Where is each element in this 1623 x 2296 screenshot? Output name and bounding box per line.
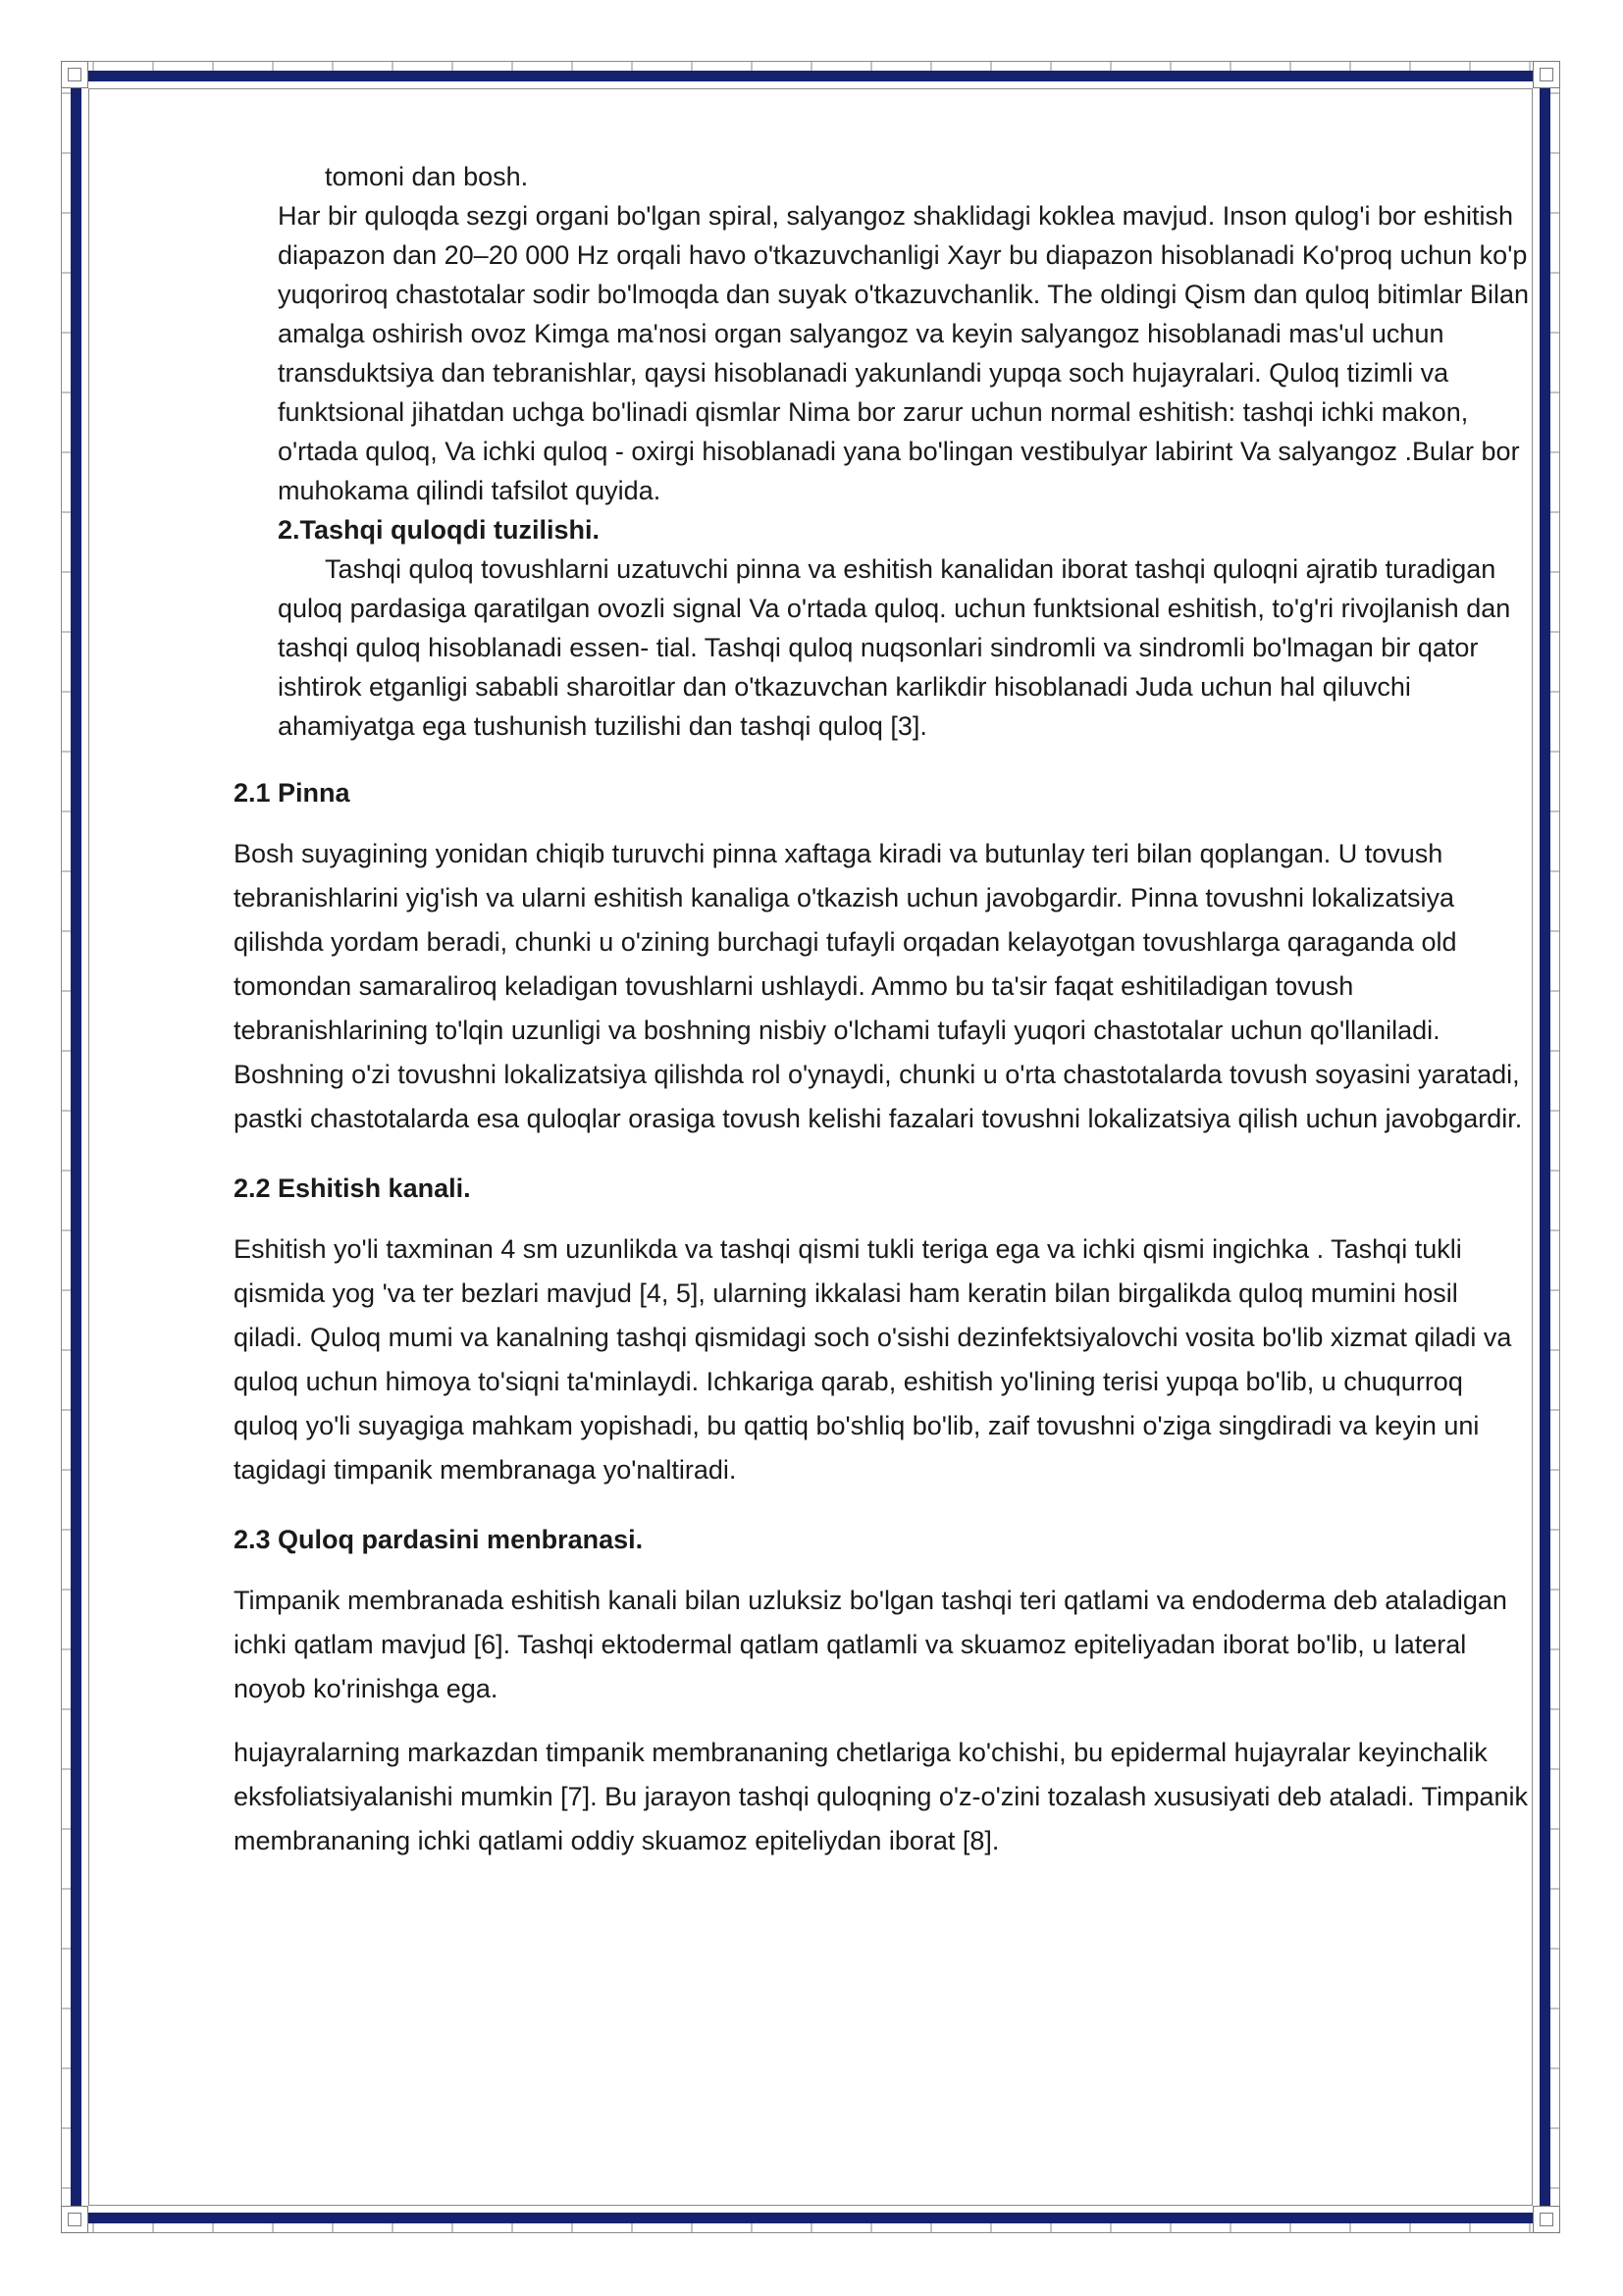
intro-fragment: tomoni dan bosh. (325, 162, 529, 191)
frame-corner-bottom-left (61, 2206, 88, 2233)
section-heading-2: 2.Tashqi quloqdi tuzilishi. (278, 515, 600, 545)
document-body (234, 157, 1529, 1863)
section-heading: 2.2 Eshitish kanali. (234, 1174, 471, 1203)
frame-corner-top-right (1533, 61, 1560, 88)
section-eardrum (234, 1520, 1529, 1863)
paragraph-2: Tashqi quloq tovushlarni uzatuvchi pinna va eshitish kanalidan iborat tashqi quloqni ajratib turadigan quloq pardasiga qaratilgan ovozli signal Va o'rtada quloq. uchun funktsional eshitish, to'g'ri rivojlanish dan tashqi quloq hisoblanadi essen- tial. Tashqi quloq nuqsonlari sindromli va sindromli bo'lmagan bir qator ishtirok etganligi sababli sharoitlar dan o'tkazuvchan karlikdir hisoblanadi Juda uchun hal qiluvchi ahamiyatga ega tushunish tuzilishi dan tashqi quloq [3]. (278, 554, 1511, 741)
frame-corner-bottom-right (1533, 2206, 1560, 2233)
section-heading: 2.3 Quloq pardasini menbranasi. (234, 1525, 644, 1554)
frame-corner-top-left (61, 61, 88, 88)
section-pinna (234, 773, 1529, 1141)
section-ear-canal (234, 1169, 1529, 1492)
intro-block (234, 157, 1529, 746)
intro-paragraph: Har bir quloqda sezgi organi bo'lgan spiral, salyangoz shaklidagi koklea mavjud. Inson qulog'i bor eshitish diapazon dan 20–20 000 Hz orqali havo o'tkazuvchanligi Xayr bu diapazon hisoblanadi Ko'proq uchun ko'p yuqoriroq chastotalar sodir bo'lmoqda dan suyak o'tkazuvchanlik. The oldingi Qism dan quloq bitimlar Bilan amalga oshirish ovoz Kimga ma'nosi organ salyangoz va keyin salyangoz hisoblanadi mas'ul uchun transduktsiya dan tebranishlar, qaysi hisoblanadi yakunlandi yupqa soch hujayralari. Quloq tizimli va funktsional jihatdan uchga bo'linadi qismlar Nima bor zarur uchun normal eshitish: tashqi ichki makon, o'rtada quloq, Va ichki quloq - oxirgi hisoblanadi yana bo'lingan vestibulyar labirint Va salyangoz .Bular bor muhokama qilindi tafsilot quyida. (278, 201, 1529, 505)
section-paragraph: Timpanik membranada eshitish kanali bilan uzluksiz bo'lgan tashqi teri qatlami va endoderma deb ataladigan ichki qatlam mavjud [6]. Tashqi ektodermal qatlam qatlamli va skuamoz epiteliyadan iborat bo'lib, u lateral noyob ko'rinishga ega. (234, 1586, 1507, 1703)
section-paragraph: Bosh suyagining yonidan chiqib turuvchi pinna xaftaga kiradi va butunlay teri bilan qoplangan. U tovush tebranishlarini yig'ish va ularni eshitish kanaliga o'tkazish uchun javobgardir. Pinna tovushni lokalizatsiya qilishda yordam beradi, chunki u o'zining burchagi tufayli orqadan kelayotgan tovushlarga qaraganda old tomondan samaraliroq keladigan tovushlarni ushlaydi. Ammo bu ta'sir faqat eshitiladigan tovush tebranishlarining to'lqin uzunligi va boshning nisbiy o'lchami tufayli yuqori chastotalar uchun qo'llaniladi. Boshning o'zi tovushni lokalizatsiya qilishda rol o'ynaydi, chunki u o'rta chastotalarda tovush soyasini yaratadi, pastki chastotalarda esa quloqlar orasiga tovush kelishi fazalari tovushni lokalizatsiya qilish uchun javobgardir. (234, 839, 1523, 1133)
section-paragraph: Eshitish yo'li taxminan 4 sm uzunlikda va tashqi qismi tukli teriga ega va ichki qismi ingichka . Tashqi tukli qismida yog 'va ter bezlari mavjud [4, 5], ularning ikkalasi ham keratin bilan birgalikda quloq mumini hosil qiladi. Quloq mumi va kanalning tashqi qismidagi soch o'sishi dezinfektsiyalovchi vosita bo'lib xizmat qiladi va quloq uchun himoya to'siqni ta'minlaydi. Ichkariga qarab, eshitish yo'lining terisi yupqa bo'lib, u chuqurroq quloq yo'li suyagiga mahkam yopishadi, bu qattiq bo'shliq bo'lib, zaif tovushni o'ziga singdiradi va keyin uni tagidagi timpanik membranaga yo'naltiradi. (234, 1234, 1512, 1485)
section-paragraph: hujayralarning markazdan timpanik membrananing chetlariga ko'chishi, bu epidermal hujayralar keyinchalik eksfoliatsiyalanishi mumkin [7]. Bu jarayon tashqi quloqning o'z-o'zini tozalash xususiyati deb ataladi. Timpanik membrananing ichki qatlami oddiy skuamoz epiteliydan iborat [8]. (234, 1738, 1529, 1855)
section-heading: 2.1 Pinna (234, 778, 350, 808)
